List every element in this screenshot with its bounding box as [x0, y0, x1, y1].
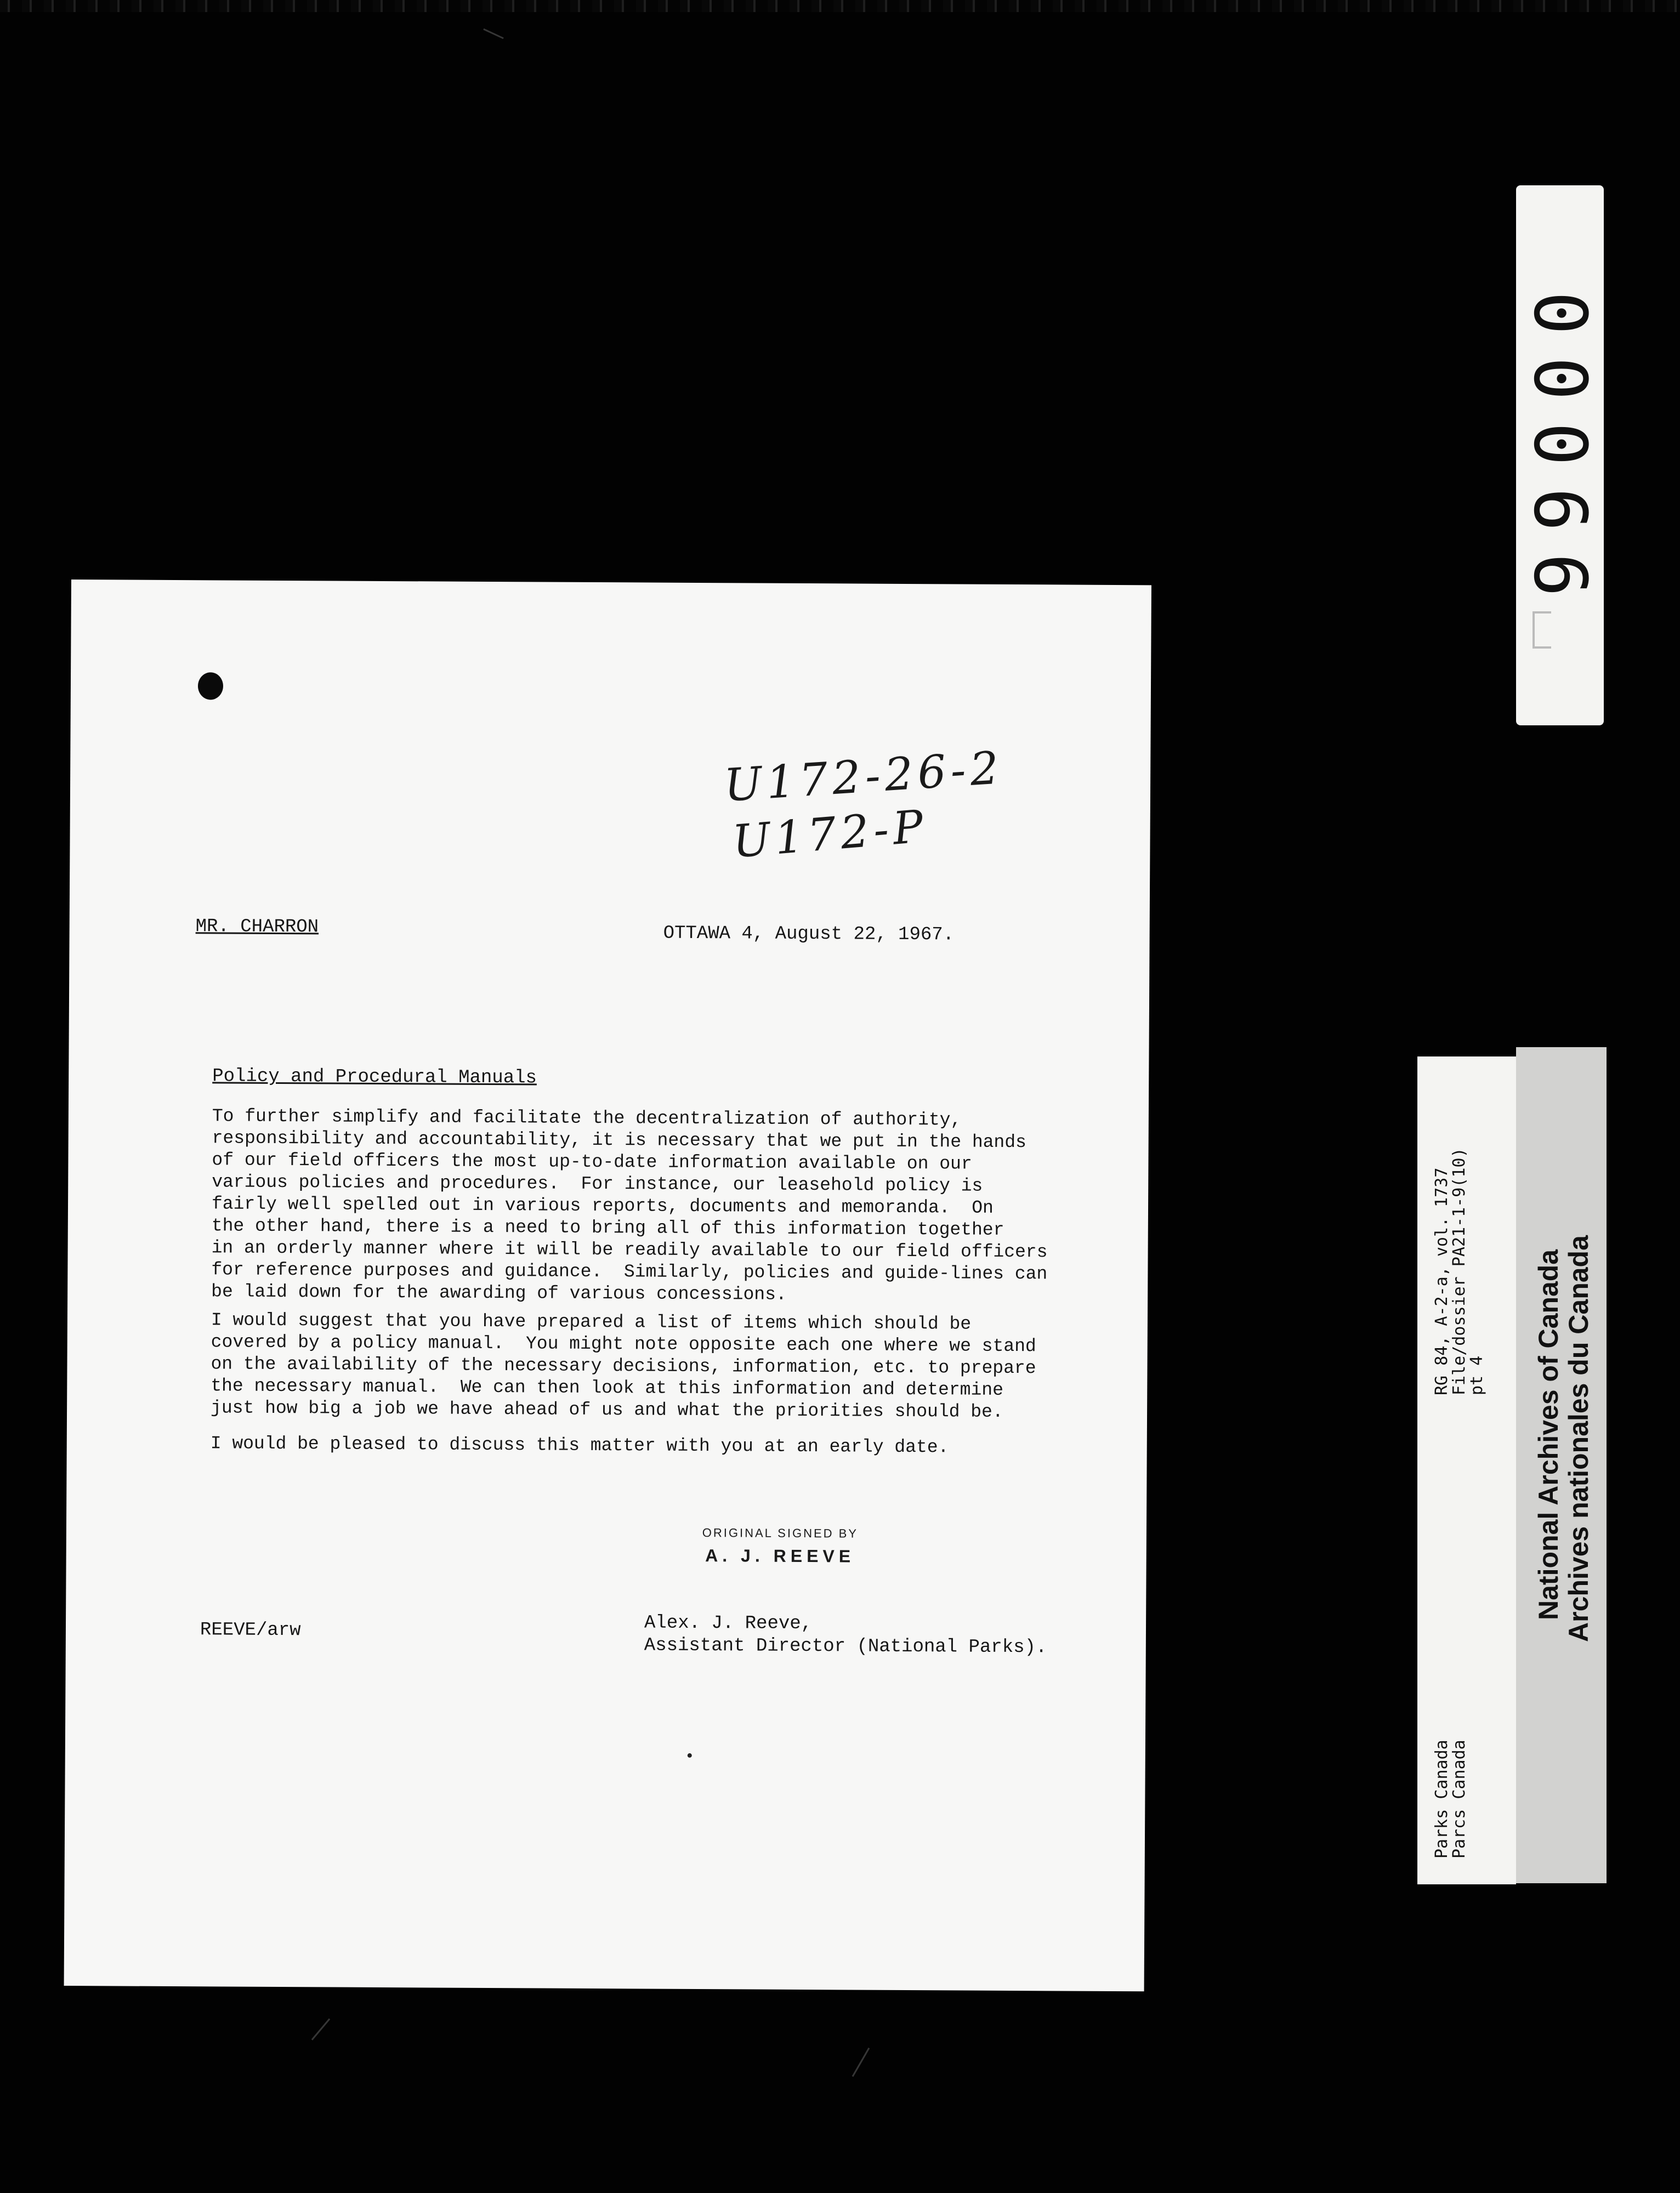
- handwritten-file-reference: U172-P: [730, 800, 930, 868]
- document-page: [64, 580, 1151, 1991]
- archive-reference-line: pt 4: [1467, 1355, 1486, 1395]
- body-paragraph: I would suggest that you have prepared a list of items which should be covered by a policy manual. You might note opposite each one where we stand on the availability of the necessary decisions, information, etc. to prepare the necessary manual. We can then look at this information and determine just how big a job we have ahead of us and what the priorities should be.: [210, 1310, 1036, 1422]
- agency-name: Parcs Canada: [1450, 1740, 1469, 1859]
- ink-dot: [688, 1753, 692, 1758]
- stamp-caption: ORIGINAL SIGNED BY: [702, 1526, 859, 1541]
- typist-initials: REEVE/arw: [200, 1620, 301, 1641]
- agency-name: Parks Canada: [1432, 1740, 1451, 1859]
- recipient: MR. CHARRON: [195, 916, 319, 938]
- handwritten-file-reference: U172-26-2: [722, 742, 1005, 812]
- archive-name: Archives nationales du Canada: [1563, 1235, 1594, 1642]
- stamp-signatory: A. J. REEVE: [705, 1546, 855, 1566]
- archive-reference-line: File/dossier PA21-1-9(10): [1450, 1147, 1469, 1395]
- frame-number-mark: [1533, 611, 1551, 649]
- punch-hole: [198, 672, 223, 700]
- original-signed-stamp: [682, 1526, 879, 1567]
- archive-reference-line: RG 84, A-2-a, vol. 1737: [1432, 1167, 1451, 1395]
- place-date: OTTAWA 4, August 22, 1967.: [663, 923, 955, 946]
- frame-number: 00066: [1518, 291, 1603, 619]
- subject-heading: Policy and Procedural Manuals: [212, 1066, 537, 1089]
- signature-block: Alex. J. Reeve, Assistant Director (National Parks).: [644, 1612, 1047, 1658]
- archive-name: National Archives of Canada: [1533, 1249, 1564, 1620]
- body-paragraph: I would be pleased to discuss this matter with you at an early date.: [210, 1433, 949, 1458]
- film-edge-strip: [0, 0, 1680, 12]
- body-paragraph: To further simplify and facilitate the decentralization of authority, responsibility and accountability, it is necessary that we put in the hands of our field officers the most up-to-date information available on our various policies and procedures. For instance, our leasehold policy is fairly well spelled out in various reports, documents and memoranda. On the other hand, there is a need to bring all of this information together in an orderly manner where it will be readily available to our field officers for reference purposes and guidance. Similarly, policies and guide-lines can be laid down for the awarding of various concessions.: [211, 1106, 1048, 1305]
